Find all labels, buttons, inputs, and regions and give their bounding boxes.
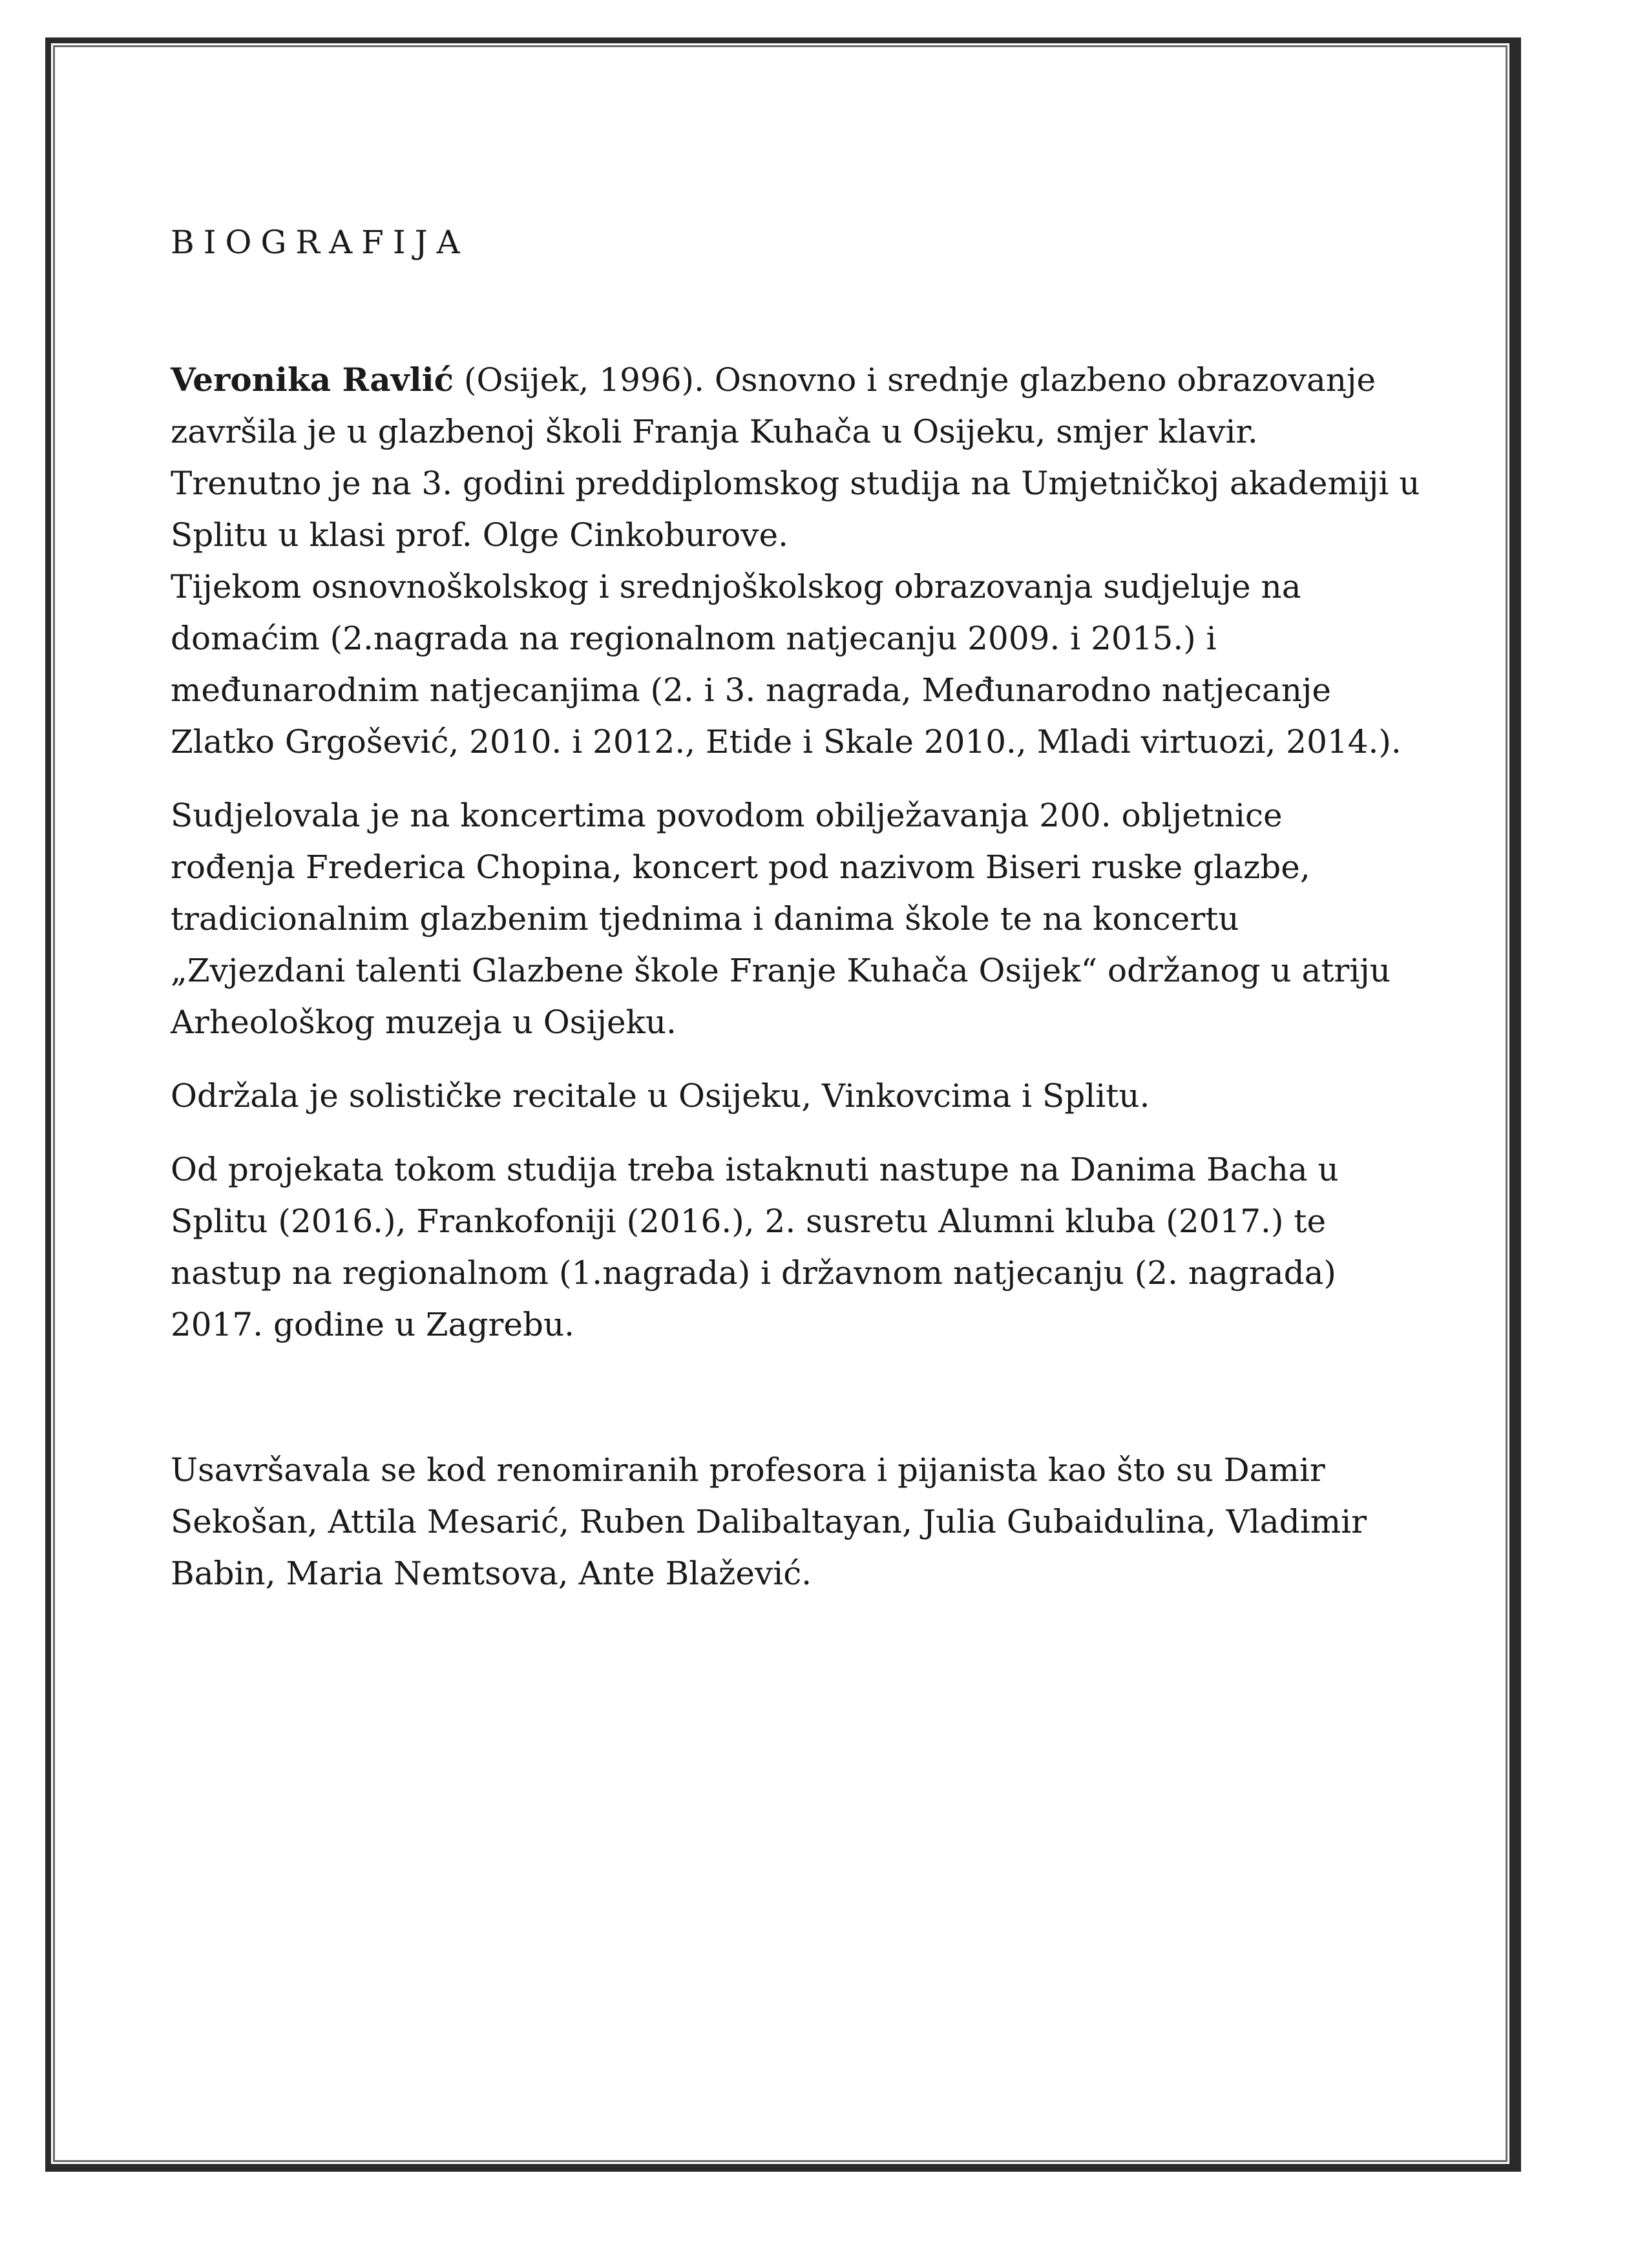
text-line: domaćim (2.nagrada na regionalnom natjecanju 2009. i 2015.) i <box>171 620 1217 657</box>
paragraph-education <box>171 354 1437 768</box>
text-line: Arheološkog muzeja u Osijeku. <box>171 1003 677 1041</box>
paragraph-recitals <box>171 1070 1437 1122</box>
document-title: BIOGRAFIJA <box>171 224 469 261</box>
biography-body <box>171 354 1437 1599</box>
paragraph-masterclasses <box>171 1444 1437 1599</box>
text-line: Babin, Maria Nemtsova, Ante Blažević. <box>171 1555 812 1592</box>
text-span: (Osijek, 1996). Osnovno i srednje glazbeno obrazovanje <box>454 361 1376 399</box>
text-line: Splitu (2016.), Frankofoniji (2016.), 2. susretu Alumni kluba (2017.) te <box>171 1202 1327 1240</box>
paragraph-spacer <box>171 1122 1437 1144</box>
person-name: Veronika Ravlić <box>171 361 454 399</box>
text-line: Zlatko Grgošević, 2010. i 2012., Etide i Skale 2010., Mladi virtuozi, 2014.). <box>171 723 1402 761</box>
text-line: „Zvjezdani talenti Glazbene škole Franje Kuhača Osijek“ održanog u atriju <box>171 952 1391 989</box>
text-line <box>171 354 1437 406</box>
paragraph-spacer <box>171 1350 1437 1444</box>
text-line: tradicionalnim glazbenim tjednima i danima škole te na koncertu <box>171 900 1239 938</box>
text-line: rođenja Frederica Chopina, koncert pod nazivom Biseri ruske glazbe, <box>171 848 1310 886</box>
text-line: Splitu u klasi prof. Olge Cinkoburove. <box>171 516 788 554</box>
text-line: Tijekom osnovnoškolskog i srednjoškolskog obrazovanja sudjeluje na <box>171 568 1301 605</box>
text-line: Sudjelovala je na koncertima povodom obilježavanja 200. obljetnice <box>171 797 1283 834</box>
text-line: Sekošan, Attila Mesarić, Ruben Dalibaltayan, Julia Gubaidulina, Vladimir <box>171 1503 1367 1540</box>
text-line: Od projekata tokom studija treba istaknuti nastupe na Danima Bacha u <box>171 1151 1339 1188</box>
text-line: međunarodnim natjecanjima (2. i 3. nagrada, Međunarodno natjecanje <box>171 671 1331 709</box>
text-line: Usavršavala se kod renomiranih profesora i pijanista kao što su Damir <box>171 1451 1325 1489</box>
paragraph-concerts <box>171 790 1437 1048</box>
text-line: Održala je solističke recitale u Osijeku, Vinkovcima i Splitu. <box>171 1077 1150 1115</box>
paragraph-projects <box>171 1144 1437 1350</box>
paragraph-spacer <box>171 768 1437 790</box>
text-line: 2017. godine u Zagrebu. <box>171 1306 575 1343</box>
text-line: Trenutno je na 3. godini preddiplomskog studija na Umjetničkoj akademiji u <box>171 465 1420 502</box>
text-line: nastup na regionalnom (1.nagrada) i državnom natjecanju (2. nagrada) <box>171 1254 1336 1292</box>
paragraph-spacer <box>171 1048 1437 1070</box>
text-line: završila je u glazbenoj školi Franja Kuhača u Osijeku, smjer klavir. <box>171 413 1258 450</box>
